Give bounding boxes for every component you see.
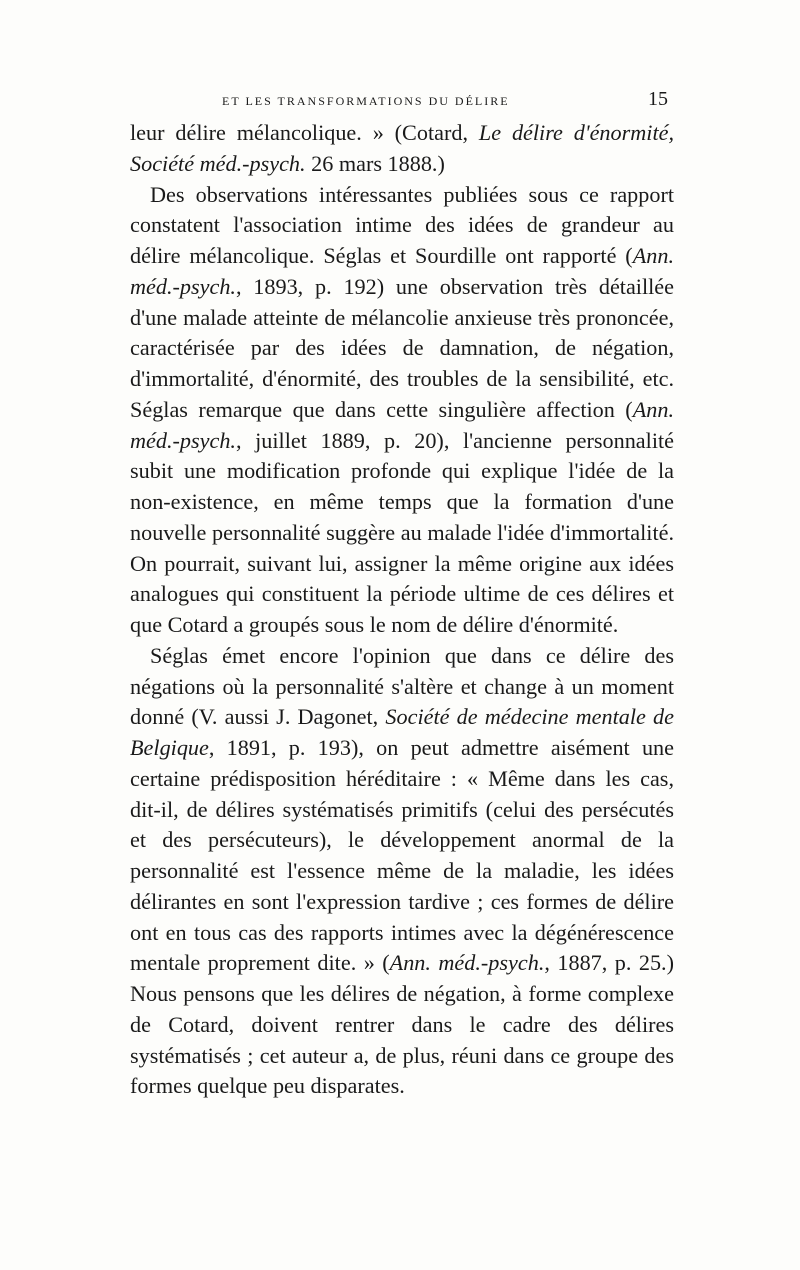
text-segment: 26 mars 1888.)	[305, 150, 445, 176]
paragraph	[130, 180, 674, 641]
page-number: 15	[648, 88, 668, 110]
citation-italic: Le délire d'énormité, Société méd.-psych.	[130, 120, 675, 176]
citation-italic: Ann. méd.-psych.	[389, 950, 545, 976]
paragraph	[130, 641, 674, 1102]
body-text	[130, 118, 674, 1102]
text-segment: leur délire mélancolique. » (Cotard,	[130, 120, 479, 145]
running-title: ET LES TRANSFORMATIONS DU DÉLIRE	[222, 94, 510, 108]
citation-italic: Société de médecine mentale de Belgique	[130, 704, 674, 760]
text-segment: Des observations intéressantes publiées sous ce rapport constatent l'association intime des idées de grandeur au délire mélancolique. Séglas et Sourdille ont rapporté (	[130, 181, 674, 268]
text-segment: , 1887, p. 25.) Nous pensons que les délires de négation, à forme complexe de Cotard, doivent rentrer dans le cadre des délires systématisés ; cet auteur a, de plus, réuni dans ce groupe des formes quelque peu disparates.	[130, 950, 674, 1099]
citation-italic: Ann. méd.-psych.	[130, 243, 674, 299]
text-segment: , 1891, p. 193), on peut admettre aisément une certaine prédisposition héréditaire : « Même dans les cas, dit-il, de délires systématisés primitifs (celui des persécutés et des persécuteurs), le développement anormal de la personnalité est l'essence même de la maladie, les idées délirantes en sont l'expression tardive ; ces formes de délire ont en tous cas des rapports intimes avec la dégénérescence mentale proprement dite. » (	[130, 735, 674, 976]
text-segment: , 1893, p. 192) une observation très détaillée d'une malade atteinte de mélancolie anxieuse très prononcée, caractérisée par des idées de damnation, de négation, d'immortalité, d'énormité, des troubles de la sensibilité, etc. Séglas remarque que dans cette singulière affection (	[130, 273, 674, 422]
citation-italic: Ann. méd.-psych.	[130, 396, 674, 453]
paragraph	[130, 118, 674, 180]
running-head	[130, 88, 676, 116]
text-segment: , juillet 1889, p. 20), l'ancienne personnalité subit une modification profonde qui explique l'idée de la non-existence, en même temps que la formation d'une nouvelle personnalité suggère au malade l'idée d'immortalité. On pourrait, suivant lui, assigner la même origine aux idées analogues qui constituent la période ultime de ces délires et que Cotard a groupés sous le nom de délire d'énormité.	[130, 427, 674, 637]
text-segment: Séglas émet encore l'opinion que dans ce délire des négations où la personnalité s'altère et change à un moment donné (V. aussi J. Dagonet,	[130, 642, 674, 730]
